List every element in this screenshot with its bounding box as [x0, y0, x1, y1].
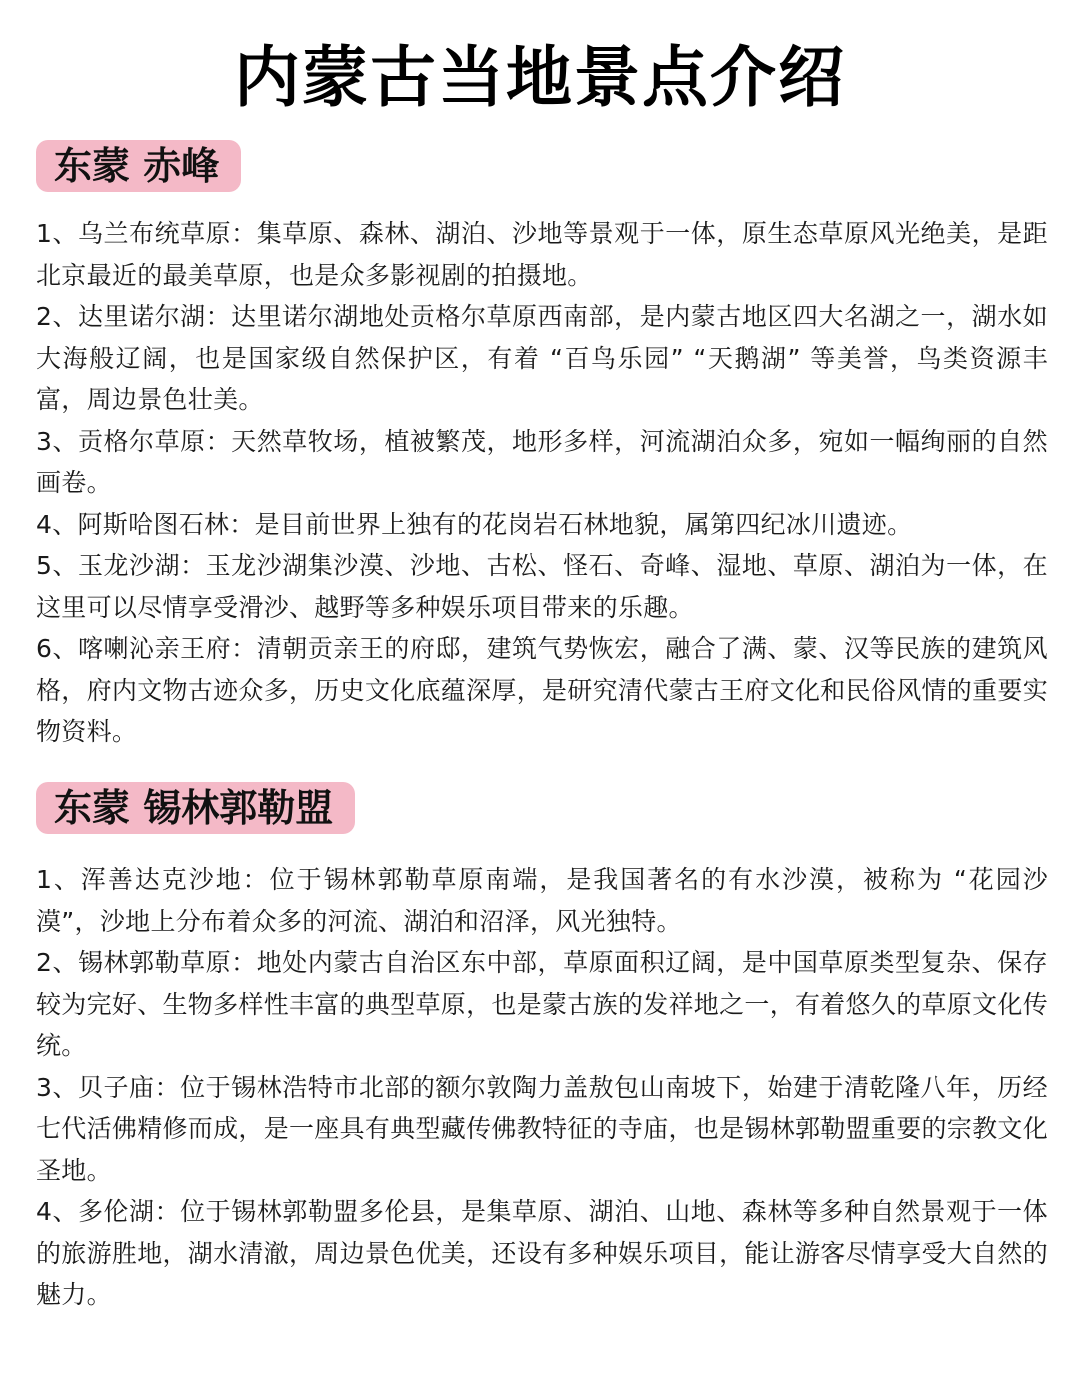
list-item: 6、喀喇沁亲王府：清朝贡亲王的府邸，建筑气势恢宏，融合了满、蒙、汉等民族的建筑风格，府内文物古迹众多，历史文化底蕴深厚，是研究清代蒙古王府文化和民俗风情的重要实物资料。 — [36, 634, 1049, 746]
list-item: 2、达里诺尔湖：达里诺尔湖地处贡格尔草原西南部，是内蒙古地区四大名湖之一，湖水如大海般辽阔，也是国家级自然保护区，有着 “百鸟乐园” “天鹅湖” 等美誉，鸟类资源丰富，周边景色壮美。 — [36, 302, 1048, 414]
list-item: 1、浑善达克沙地：位于锡林郭勒草原南端，是我国著名的有水沙漠，被称为 “花园沙漠”，沙地上分布着众多的河流、湖泊和沼泽，风光独特。 — [36, 865, 1048, 936]
section-tag-chifeng: 东蒙 赤峰 — [36, 140, 241, 192]
page-title: 内蒙古当地景点介绍 — [234, 39, 846, 116]
chifeng-entry-list — [36, 213, 1048, 753]
list-item: 1、乌兰布统草原：集草原、森林、湖泊、沙地等景观于一体，原生态草原风光绝美，是距北京最近的最美草原，也是众多影视剧的拍摄地。 — [36, 219, 1048, 290]
list-item: 2、锡林郭勒草原：地处内蒙古自治区东中部，草原面积辽阔，是中国草原类型复杂、保存较为完好、生物多样性丰富的典型草原，也是蒙古族的发祥地之一，有着悠久的草原文化传统。 — [36, 948, 1049, 1060]
list-item: 5、玉龙沙湖：玉龙沙湖集沙漠、沙地、古松、怪石、奇峰、湿地、草原、湖泊为一体，在这里可以尽情享受滑沙、越野等多种娱乐项目带来的乐趣。 — [36, 551, 1048, 622]
section-tag-xilingol: 东蒙 锡林郭勒盟 — [36, 782, 355, 834]
list-item: 4、多伦湖：位于锡林郭勒盟多伦县，是集草原、湖泊、山地、森林等多种自然景观于一体的旅游胜地，湖水清澈，周边景色优美，还设有多种娱乐项目，能让游客尽情享受大自然的魅力。 — [36, 1197, 1049, 1309]
list-item: 3、贡格尔草原：天然草牧场，植被繁茂，地形多样，河流湖泊众多，宛如一幅绚丽的自然画卷。 — [36, 426, 1048, 497]
list-item: 4、阿斯哈图石林：是目前世界上独有的花岗岩石林地貌，属第四纪冰川遗迹。 — [36, 509, 913, 539]
xilingol-entry-list — [36, 859, 1048, 1316]
list-item: 3、贝子庙：位于锡林浩特市北部的额尔敦陶力盖敖包山南坡下，始建于清乾隆八年，历经七代活佛精修而成，是一座具有典型藏传佛教特征的寺庙，也是锡林郭勒盟重要的宗教文化圣地。 — [36, 1072, 1049, 1185]
